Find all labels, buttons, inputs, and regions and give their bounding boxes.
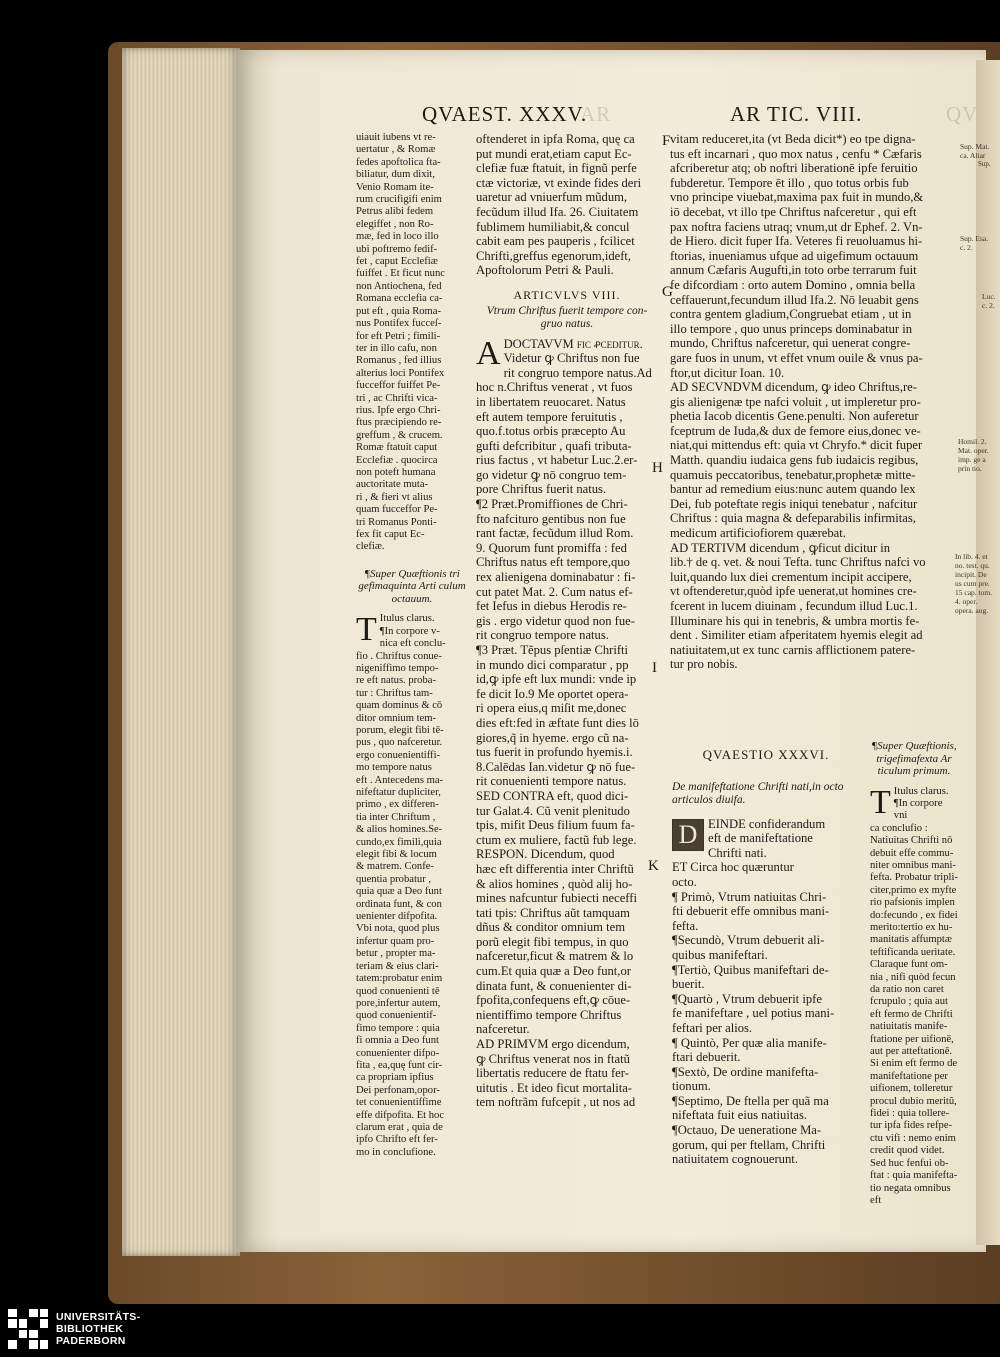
text-line: ctu vifi : nemo enim: [870, 1132, 956, 1144]
text-line: & alios homines , quòd alij ho-: [476, 876, 633, 891]
margin-note: Homil. 2. Mat. oper. imp. ge a prin tio.: [958, 437, 989, 473]
text-line: rio pafsionis implen: [870, 897, 955, 909]
text-line: cundo,ex fimili,quia: [356, 836, 442, 848]
text-line: pax noftra faciens utraq; vnum,ut dr Ephef. 2. Vn-: [670, 219, 923, 234]
text-line: afcriberetur atq; ob noftri liberationē ipfe feruitio: [670, 161, 918, 176]
text-line: Petrus alibi fedem: [356, 206, 434, 218]
text-line: rius factus , vt habetur Luc.2.er-: [476, 453, 638, 468]
text-line: libertatis reducere de ftatu fer-: [476, 1066, 629, 1081]
text-line: fuiffet . Et ficut nunc: [356, 268, 445, 280]
text-line: fe dicit Io.9 Me oportet opera-: [476, 686, 629, 701]
text-line: gufti defcribitur , quafi tributa-: [476, 438, 632, 453]
running-head-left: QVAEST. XXXV.: [422, 102, 588, 126]
text-line: ftus præcipiendo re-: [356, 417, 442, 429]
text-line: lib.† de q. vet. & noui Tefta. tunc Chriftus nafci vo: [670, 555, 926, 570]
text-line: ceffauerunt,fecundum illud Ifa.2. Nō leuabit gens: [670, 292, 919, 307]
text-line: Dei, fub poteftate regis iniqui tenebatur , nafcitur: [670, 496, 918, 511]
page-block-edge: [122, 48, 240, 1256]
text-line: fucceffor fuiffet Pe-: [356, 380, 441, 392]
text-line: Ecclefiæ . quocirca: [356, 454, 438, 466]
text-line: uertatur , & Romæ: [356, 144, 436, 156]
margin-letter: F: [662, 133, 671, 149]
text-line: fex fit caput Ec-: [356, 529, 425, 540]
text-line: gis alienigenæ tpe nafci voluit , ut impleretur pro-: [670, 394, 921, 409]
text-line: octo.: [672, 874, 697, 889]
text-line: nus Pontifex fucceſ-: [356, 318, 442, 330]
text-line: tpis, mifit Deus filium fuum fa-: [476, 818, 635, 833]
text-line: nafceretur.: [476, 1022, 530, 1037]
text-line: fti debuerit effe omnibus mani-: [672, 904, 830, 919]
text-line: ¶3 Præt. Tẽpus pſentiæ Chrifti: [476, 643, 629, 657]
text-line: fio . Chriftus conue-: [356, 650, 442, 662]
text-line: uifionem, tolleretur: [870, 1083, 953, 1095]
text-line: mæ, fed in loco illo: [356, 231, 439, 243]
library-logo-icon: [8, 1309, 48, 1349]
text-line: 8.Calēdas Ian.videtur ꝙ nō fue-: [476, 759, 636, 774]
text-line: ctæ victoriæ, vt exinde fides deri: [476, 175, 642, 190]
text-line: ftari debuerit.: [672, 1050, 741, 1065]
text-line: buerit.: [672, 977, 705, 992]
text-line: ¶In corpore vni: [893, 797, 943, 822]
text-line: annum Cæfaris Augufti,in toto orbe terrarum fuit: [670, 263, 917, 278]
text-line: betur , propter ma-: [356, 948, 436, 960]
decorated-initial: D: [672, 819, 704, 851]
text-line: EINDE confiderandum: [708, 816, 826, 831]
text-line: nigeniffimo tempo-: [356, 662, 439, 674]
text-line: fidei : quia tollere-: [870, 1108, 950, 1120]
text-line: in mundo dici comparatur , pp: [476, 657, 629, 672]
gloss-column-right: [870, 740, 958, 1207]
text-line: Chriftus : quia magna & defeparabilis infirmitas,: [670, 511, 916, 526]
text-line: dent . Similiter etiam afperitatem hyemis elegit ad: [670, 628, 923, 643]
text-line: Venio Romam ite-: [356, 181, 434, 193]
text-line: fedes apoftolica fta-: [356, 156, 441, 168]
text-line: ftorias, inueniamus ufque ad uigefimum octauum: [670, 248, 919, 263]
text-line: tur ipfa fides refpe-: [870, 1120, 953, 1132]
opening-line: DOCTAVVM fic ꝓceditur.: [503, 336, 643, 351]
text-line: tet conuenientiffime: [356, 1097, 442, 1109]
text-line: Dei perfonam,opor-: [356, 1084, 440, 1096]
main-column-left: [476, 132, 658, 1110]
text-line: AD PRIMVM ergo dicendum,: [476, 1037, 630, 1052]
text-line: phetia Iacob dicentis Gene.penulti. Non auferetur: [670, 409, 919, 424]
text-line: ftatione per uifionē,: [870, 1033, 954, 1045]
text-line: Vbi nota, quod plus: [356, 923, 440, 935]
text-line: ET Circa hoc quæruntur: [672, 860, 794, 875]
text-line: merito:tertio ex hu-: [870, 921, 953, 933]
text-line: SED CONTRA eft, quod dici-: [476, 788, 629, 803]
text-line: debuit effe commu-: [870, 847, 954, 859]
text-line: do:fecundo , ex fidei: [870, 909, 958, 921]
text-line: fefta. Probatur tripli-: [870, 872, 958, 884]
text-line: fubderetur. Tempore ēt illo , quo totus orbis fub: [670, 175, 909, 190]
text-line: uiauit iubens vt re-: [356, 132, 436, 143]
text-line: fecũdum illud Ifa. 26. Ciuitatem: [476, 204, 639, 219]
text-line: fcerent in lucem diuinam , fecundum illud Luc.1.: [670, 599, 918, 613]
text-line: nientiffimo tempore Chriftus: [476, 1007, 622, 1022]
text-line: Chrifti nati.: [708, 845, 767, 860]
text-line: gare fuos in unum, vt effet vnum ouile & vnus pa-: [670, 350, 923, 365]
text-line: teriam & eius clari-: [356, 960, 439, 972]
margin-letter: K: [648, 858, 659, 874]
initial-letter: A: [476, 334, 501, 372]
text-line: quamuis peccatoribus, tenebatur,prophetæ mitte-: [670, 467, 916, 482]
text-line: natiuitatis manife-: [870, 1021, 948, 1033]
text-line: tio negata omnibus: [870, 1182, 951, 1194]
text-line: tur pro nobis.: [670, 657, 738, 672]
text-line: fublimem humiliabit,& concul: [476, 219, 630, 234]
text-line: fto nafcituro gentibus non fue: [476, 511, 626, 526]
text-line: rant factæ, fecũdum illud Rom.: [476, 526, 634, 541]
text-line: credit quod videt.: [870, 1145, 945, 1157]
text-line: ¶In corpore v-: [379, 625, 440, 637]
text-line: Natiuitas Chrifti nō: [870, 835, 953, 847]
text-line: cabit eam pes pauperis , fcilicet: [476, 234, 635, 249]
text-line: quibus manifeftari.: [672, 947, 768, 962]
text-line: nifeftatur dupliciter,: [356, 787, 441, 798]
text-line: medicum artificiofiorem quærebat.: [670, 526, 846, 541]
text-line: quo.f.totus orbis præcepto Au: [476, 424, 626, 439]
text-line: feftari per alios.: [672, 1020, 753, 1035]
running-head-right: AR TIC. VIII.: [730, 102, 863, 126]
text-line: rit conuenienti tempore natus.: [476, 774, 627, 789]
text-line: biliatur, dum dixit,: [356, 169, 436, 181]
text-line: fimo tempore : quia: [356, 1022, 440, 1034]
text-line: ordinata funt, & con: [356, 898, 442, 910]
text-line: eft: [870, 1194, 882, 1206]
show-through-mark: AR: [580, 102, 612, 126]
text-line: Illuminare his qui in tenebris, & umbra mortis fe-: [670, 613, 920, 628]
text-line: pore Chriftus fuerit natus.: [476, 482, 607, 497]
text-line: contra gentem gladium,Congruebat etiam , ut in: [670, 307, 912, 322]
gloss-heading: ¶Super Quæftionis, trigefimafexta Ar ticulum primum.: [871, 740, 957, 777]
text-line: eft . Antecedens ma-: [356, 774, 444, 786]
text-line: Si enim eft fermo de: [870, 1058, 958, 1070]
text-line: put mundi erat,etiam caput Ec-: [476, 146, 632, 161]
text-line: ri opera eius,q miſit me,donec: [476, 701, 627, 716]
library-logo-text: UNIVERSITÄTS- BIBLIOTHEK PADERBORN: [56, 1310, 141, 1347]
library-logo: [8, 1306, 140, 1351]
text-line: ¶Octauo, De ueneratione Ma-: [672, 1123, 822, 1138]
text-line: greffum , & crucem.: [356, 429, 443, 441]
text-line: non Antiochena, fed: [356, 280, 442, 292]
text-line: mo tempore natus: [356, 762, 432, 774]
text-line: infertur quam pro-: [356, 935, 435, 947]
text-line: de Hiero. dicit fuper Ifa. Veteres fi reuoluamus hi-: [670, 234, 923, 249]
text-line: ¶Septimo, De ftella per quã ma: [672, 1093, 829, 1108]
text-line: ca conclufio :: [870, 822, 928, 834]
text-line: eft fermo de Chrifti: [870, 1008, 953, 1020]
text-line: fe difcordiam : orto autem Domino , omnia bella: [670, 277, 916, 292]
text-line: elegiffet , non Ro-: [356, 218, 434, 230]
text-line: ergo conuenientiffi-: [356, 749, 441, 761]
text-line: ¶2 Præt.Promiffiones de Chri-: [476, 497, 628, 512]
text-line: nia , nifi quòd fecun: [870, 971, 956, 983]
text-line: re eft natus. proba-: [356, 675, 437, 687]
text-line: ¶Quartò , Vtrum debuerit ipfe: [672, 991, 822, 1006]
text-line: ditor omnium tem-: [356, 712, 437, 724]
initial-letter: T: [356, 611, 377, 649]
text-line: ¶Sextò, De ordine manifefta-: [672, 1064, 819, 1079]
text-line: vitam reduceret,ita (vt Beda dicit*) eo tpe digna-: [670, 132, 916, 146]
text-line: iō decebat, vt illo tpe Chriftus nafceretur , qui eft: [670, 204, 917, 219]
text-line: auctoritate muta-: [356, 479, 429, 491]
text-line: niat,qui mittendus eft: quia vt Chryfo.* dicit fuper: [670, 438, 923, 453]
text-line: bantur ad remedium eius:nunc autem quando lex: [670, 482, 916, 497]
text-line: manifeftatione per: [870, 1070, 948, 1082]
text-line: tur Galat.4. Cũ venit plenitudo: [476, 803, 630, 818]
text-line: ftat : quia manifefta-: [870, 1170, 958, 1182]
quaestio-subtitle: De manifeftatione Chrifti nati,in octo articulos diuifa.: [672, 780, 844, 806]
text-line: Claraque funt om-: [870, 959, 948, 971]
text-line: rius. Ipfe ergo Chri-: [356, 404, 441, 416]
text-line: vt oftenderetur,quòd ipfe uenerat,ut homines cre-: [670, 584, 917, 599]
text-line: giores,q̃ in hyeme. ergo cũ na-: [476, 730, 629, 745]
quaestio-block: [672, 748, 860, 1167]
text-line: tem noftrãm fufcepit , ut nos ad: [476, 1095, 636, 1110]
text-line: clefiæ fuæ ftatuit, in fignũ perfe: [476, 161, 637, 176]
margin-note: Luc. c. 2.: [982, 292, 996, 310]
text-line: AD SECVNDVM dicendum, ꝙ ideo Chriftus,re-: [670, 380, 917, 395]
text-line: tatem:probatur enim: [356, 973, 443, 985]
text-line: for eft Petri ; fimili-: [356, 330, 441, 342]
text-line: elegit fibi & locum: [356, 849, 437, 861]
text-line: uitutis . Et ideo ficut mortalita-: [476, 1080, 632, 1095]
text-line: & matrem. Confe-: [356, 861, 434, 873]
text-line: quam fucceffor Pe-: [356, 504, 438, 516]
text-line: gorum, qui per ftellam, Chrifti: [672, 1137, 826, 1152]
text-line: tia inter Chriftum ,: [356, 811, 436, 823]
text-line: ¶ Quintò, Per quæ alia manife-: [672, 1035, 827, 1050]
text-line: ¶Tertiò, Quibus manifeftari de-: [672, 962, 829, 977]
text-line: ri , & fieri vt alius: [356, 491, 433, 503]
text-line: Romanus , fed illius: [356, 355, 442, 367]
text-line: uaretur ad vniuerfum mũdum,: [476, 190, 628, 205]
text-line: Sed huc fenfui ob-: [870, 1157, 949, 1169]
text-line: illo tempore , quo unus princeps dominabatur in: [670, 321, 913, 336]
text-line: fi omnia a Deo funt: [356, 1035, 439, 1047]
text-line: ꝙ Chriftus venerat nos in ftatũ: [476, 1051, 630, 1066]
text-line: in libertatem reuocaret. Natus: [476, 394, 626, 409]
text-line: clarum erat , quia de: [356, 1121, 443, 1133]
text-line: ipfo Chrifto eft fer-: [356, 1134, 438, 1146]
text-line: fet , caput Ecclefiæ: [356, 256, 438, 268]
text-line: quod conuenienti tē: [356, 985, 440, 997]
text-line: rex alienigena dominabatur : fi-: [476, 570, 636, 585]
text-line: tri , ac Chrifti vica-: [356, 392, 438, 404]
margin-note: Sup. Mat. ca. Aliar: [960, 142, 990, 160]
text-line: Romæ ftatuit caput: [356, 442, 438, 454]
text-line: quentia probatur ,: [356, 873, 432, 885]
margin-note: Sup. Esa. c. 2.: [960, 234, 989, 252]
text-line: rit congruo tempore natus.Ad: [503, 365, 652, 380]
text-line: tus eft incarnari , quo mox natus , cenfu * Cæfaris: [670, 146, 922, 161]
text-line: dies eft:fed in æftate funt dies lō: [476, 715, 639, 730]
text-line: fceptrum de Iuda,& dux de femore eius,donec ve-: [670, 423, 921, 438]
text-line: ubi poftremo fedif-: [356, 243, 438, 255]
text-line: alterius loci Pontifex: [356, 367, 445, 379]
text-line: fe manifeftare , uel potius mani-: [672, 1006, 835, 1021]
text-line: ftor,ut dicitur Ioan. 10.: [670, 365, 785, 380]
text-line: eft de manifeftatione: [708, 831, 813, 846]
text-line: quam dominus & cō: [356, 700, 443, 712]
text-line: Chrifti,greffus egenorum,ideft,: [476, 248, 632, 263]
text-line: manitatis affumptæ: [870, 934, 952, 946]
text-line: Videtur ꝙ Chriftus non fue: [503, 351, 640, 366]
text-line: ¶Secundò, Vtrum debuerit ali-: [672, 933, 825, 948]
text-line: effe difpofita. Et hoc: [356, 1109, 445, 1121]
article-title: ARTICVLVS VIII.: [513, 287, 621, 302]
text-line: hoc n.Chriftus venerat , vt fuos: [476, 380, 633, 395]
text-line: Matth. quandiu iudaica gens fub iudaicis regibus,: [670, 453, 919, 468]
text-line: ca propriam ipfius: [356, 1072, 434, 1084]
text-line: mines nafcuntur fubiecti neceffi: [476, 891, 637, 906]
text-line: aut per atteftationē.: [870, 1046, 953, 1058]
text-line: tionum.: [672, 1079, 711, 1094]
text-line: oftenderet in ipfa Roma, quę ca: [476, 132, 635, 146]
text-line: Romana ecclefia ca-: [356, 293, 443, 305]
text-line: cum.Et quia quæ a Deo funt,or: [476, 964, 631, 979]
text-line: Chriftus natus eft tempore,quo: [476, 555, 630, 570]
text-line: natiuitatem,ut ex tunc carnis afflictionem patere-: [670, 642, 916, 657]
text-line: hæc eft differentia inter Chriftũ: [476, 861, 634, 876]
text-line: luit,quando lux diei crementum incipit accipere,: [670, 569, 912, 584]
text-line: AD TERTIVM dicendum , ꝙficut dicitur in: [670, 540, 891, 555]
quaestio-title: QVAESTIO XXXVI.: [702, 747, 830, 762]
text-line: dñus & conditor omnium tem: [476, 920, 626, 935]
text-line: fet Iefus in diebus Herodis re-: [476, 599, 627, 614]
text-line: ter in illo cafu, non: [356, 342, 437, 354]
text-line: fefta.: [672, 918, 699, 933]
text-line: id,ꝙ ipfe eft lux mundi: vnde ip: [476, 672, 637, 687]
text-line: pore,infertur autem,: [356, 997, 441, 1009]
text-line: nafceretur,ficut & matrem & lo: [476, 949, 634, 964]
text-line: tur : Chriftus tam-: [356, 687, 433, 699]
gloss-column-left: [356, 132, 468, 1159]
text-line: Itulus clarus.: [893, 785, 949, 797]
show-through-mark: QV: [946, 102, 979, 126]
text-line: primo , ex differen-: [356, 799, 439, 811]
text-line: & alios homines.Se-: [356, 824, 443, 836]
main-column-right: [670, 132, 956, 672]
text-line: rit congruo tempore natus.: [476, 628, 609, 643]
margin-letter: I: [652, 660, 657, 676]
text-line: non poteft humana: [356, 466, 436, 478]
text-line: Apoftolorum Petri & Pauli.: [476, 263, 614, 278]
text-line: quia quæ a Deo funt: [356, 886, 442, 898]
margin-letter: G: [662, 284, 673, 300]
text-line: dinata funt, & conuenienter di-: [476, 978, 632, 993]
text-line: gis . ergo videtur quod non fue-: [476, 613, 635, 628]
text-line: rum crucifigifi enim: [356, 194, 442, 206]
text-line: citer,primo ex myfte: [870, 884, 957, 896]
text-line: ctum ex muliere, factũ fub lege.: [476, 832, 637, 847]
text-line: mo in conclufione.: [356, 1146, 436, 1158]
text-line: teftificanda ueritate.: [870, 946, 956, 958]
text-line: conuenienter difpo-: [356, 1047, 440, 1059]
text-line: vno principe viuebat,maxima pax fuit in mundo,&: [670, 190, 924, 205]
text-line: procul dubio meritũ,: [870, 1095, 957, 1107]
text-line: RESPON. Dicendum, quod: [476, 847, 615, 862]
text-line: ¶ Primò, Vtrum natiuitas Chri-: [672, 889, 827, 904]
text-line: tus fuerit in profundo hyemis.i.: [476, 745, 633, 760]
text-line: fcrupulo ; quia aut: [870, 996, 948, 1008]
text-line: niter omnibus mani-: [870, 859, 956, 871]
text-line: clefiæ.: [356, 541, 385, 553]
text-line: uenienter difpofita.: [356, 911, 438, 923]
text-line: cut patet Mat. 2. Cum natus ef-: [476, 584, 633, 599]
text-line: tri Romanus Ponti-: [356, 516, 437, 528]
text-line: eft autem tempore feruitutis ,: [476, 409, 623, 424]
text-line: porum, elegit fibi tē-: [356, 724, 444, 736]
text-line: tati tpis: Chriftus aũt tamquam: [476, 905, 630, 920]
gloss-heading: ¶Super Quæftionis tri gefimaquinta Arti culum octauum.: [358, 567, 466, 605]
text-line: da ratio non caret: [870, 984, 944, 995]
text-line: porũ elegit fibi tempus, in quo: [476, 934, 629, 949]
margin-note: In lib. 4. et no. test. qu. incipit. De us cum pre. 15 cap. tom. 4. oper. opera. aug.: [955, 552, 993, 615]
adjacent-page-text: Sup.: [978, 160, 991, 168]
text-line: fita , ea,quę funt cir-: [356, 1059, 443, 1071]
text-line: mundo, Chriftus nafceretur, qui uenerat congre-: [670, 336, 911, 351]
initial-letter: T: [870, 783, 891, 821]
text-line: put eft , quia Roma-: [356, 305, 442, 317]
text-line: Itulus clarus.: [379, 613, 435, 625]
text-line: pus , quo nafceretur.: [356, 737, 443, 749]
text-line: 9. Quorum funt promiffa : fed: [476, 540, 627, 555]
text-line: go videtur ꝙ nō congruo tem-: [476, 467, 627, 482]
text-line: quod conuenientif-: [356, 1010, 437, 1022]
text-line: nifeftata fuit eius natiuitas.: [672, 1108, 807, 1123]
text-line: fpofita,confequens eft,ꝙ cōue-: [476, 993, 631, 1008]
text-line: nica eft conclu-: [379, 638, 446, 650]
margin-letter: H: [652, 460, 663, 476]
text-line: natiuitatem cognouerunt.: [672, 1152, 798, 1167]
article-subtitle: Vtrum Chriftus fuerit tempore con- gruo natus.: [486, 304, 648, 330]
